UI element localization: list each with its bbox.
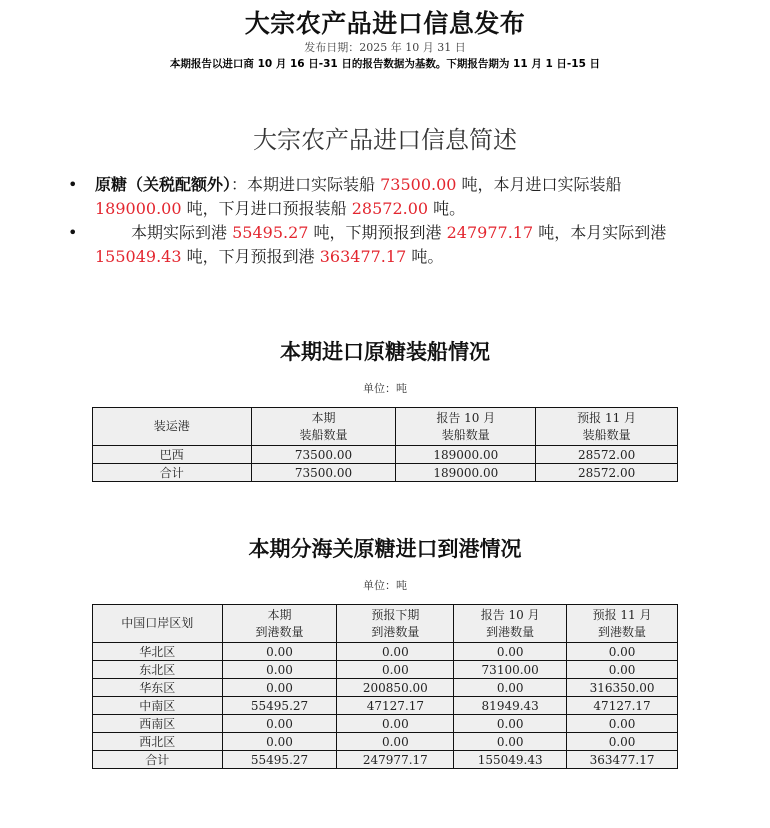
next-period-forecast-arrival-value: 247977.17 [446,223,534,242]
table-cell: 28572.00 [536,464,678,482]
table-cell: 0.00 [454,643,567,661]
current-shipped-value: 73500.00 [380,175,457,194]
column-header: 预报 11 月 装船数量 [536,408,678,446]
summary-text: 吨。 [428,199,466,218]
table-cell: 0.00 [337,661,454,679]
table-row [93,733,678,751]
column-header: 本期 装船数量 [251,408,396,446]
summary-item-shipping [68,173,708,221]
summary-text: 吨，下月进口预报装船 [181,199,352,218]
table-cell: 西北区 [93,733,223,751]
summary-text: 吨，下期预报到港 [308,223,447,242]
table-row [93,661,678,679]
column-header: 报告 10 月 装船数量 [396,408,536,446]
table-cell: 55495.27 [222,751,337,769]
table-header-row [93,408,678,446]
table-cell: 0.00 [222,661,337,679]
table-cell: 247977.17 [337,751,454,769]
summary-text: 本期实际到港 [131,223,233,242]
table-cell: 东北区 [93,661,223,679]
arrivals-section-title: 本期分海关原糖进口到港情况 [248,537,522,561]
shipping-unit-label: 单位：吨 [363,382,407,395]
table-cell: 47127.17 [337,697,454,715]
summary-list [68,173,708,269]
summary-text: 吨。 [406,247,444,266]
summary-text: 吨，本月进口实际装船 [456,175,622,194]
table-cell: 363477.17 [567,751,678,769]
table-cell: 155049.43 [454,751,567,769]
table-cell: 合计 [93,751,223,769]
table-cell: 0.00 [567,733,678,751]
table-cell: 0.00 [567,643,678,661]
table-cell: 189000.00 [396,446,536,464]
table-cell: 0.00 [222,679,337,697]
table-row [93,446,678,464]
table-cell: 0.00 [337,715,454,733]
table-cell: 55495.27 [222,697,337,715]
table-cell: 0.00 [454,733,567,751]
month-arrived-value: 155049.43 [95,247,182,266]
table-cell: 316350.00 [567,679,678,697]
publish-date: 发布日期：2025 年 10 月 31 日 [304,41,466,54]
table-cell: 华东区 [93,679,223,697]
table-cell: 0.00 [222,715,337,733]
table-row [93,643,678,661]
current-arrived-value: 55495.27 [232,223,309,242]
table-cell: 200850.00 [337,679,454,697]
bullet-icon: • [68,223,78,242]
shipping-table [92,407,678,482]
table-cell: 中南区 [93,697,223,715]
table-cell: 73500.00 [251,464,396,482]
column-header: 预报下期 到港数量 [337,605,454,643]
table-cell: 73500.00 [251,446,396,464]
arrivals-unit-label: 单位：吨 [363,579,407,592]
arrivals-table [92,604,678,769]
table-row [93,697,678,715]
table-cell: 47127.17 [567,697,678,715]
table-cell: 华北区 [93,643,223,661]
summary-text: ：本期进口实际装船 [231,175,381,194]
shipping-section-title: 本期进口原糖装船情况 [280,340,490,364]
table-cell: 73100.00 [454,661,567,679]
report-period-note: 本期报告以进口商 10 月 16 日-31 日的报告数据为基数。下期报告期为 11 月 1 日-15 日 [169,58,601,70]
page-title: 大宗农产品进口信息发布 [244,9,526,38]
table-cell: 0.00 [337,643,454,661]
next-month-forecast-shipped-value: 28572.00 [351,199,429,218]
table-header-row [93,605,678,643]
table-total-row [93,464,678,482]
bullet-icon: • [68,175,78,194]
table-row [93,715,678,733]
table-row [93,679,678,697]
table-cell: 0.00 [567,715,678,733]
table-cell: 0.00 [222,643,337,661]
month-shipped-value: 189000.00 [95,199,182,218]
column-header: 中国口岸区划 [93,605,223,643]
column-header: 预报 11 月 到港数量 [567,605,678,643]
summary-text: 吨，下月预报到港 [181,247,320,266]
table-cell: 0.00 [567,661,678,679]
table-cell: 合计 [93,464,252,482]
next-month-forecast-arrival-value: 363477.17 [319,247,407,266]
table-cell: 巴西 [93,446,252,464]
table-total-row [93,751,678,769]
table-cell: 0.00 [222,733,337,751]
table-cell: 0.00 [454,715,567,733]
table-cell: 西南区 [93,715,223,733]
commodity-label: 原糖（关税配额外） [95,175,232,194]
column-header: 本期 到港数量 [222,605,337,643]
table-cell: 0.00 [337,733,454,751]
table-cell: 189000.00 [396,464,536,482]
summary-title: 大宗农产品进口信息简述 [253,126,517,154]
table-cell: 28572.00 [536,446,678,464]
table-cell: 81949.43 [454,697,567,715]
summary-item-arrivals [68,221,708,269]
column-header: 装运港 [93,408,252,446]
summary-text: 吨，本月实际到港 [533,223,667,242]
column-header: 报告 10 月 到港数量 [454,605,567,643]
table-cell: 0.00 [454,679,567,697]
